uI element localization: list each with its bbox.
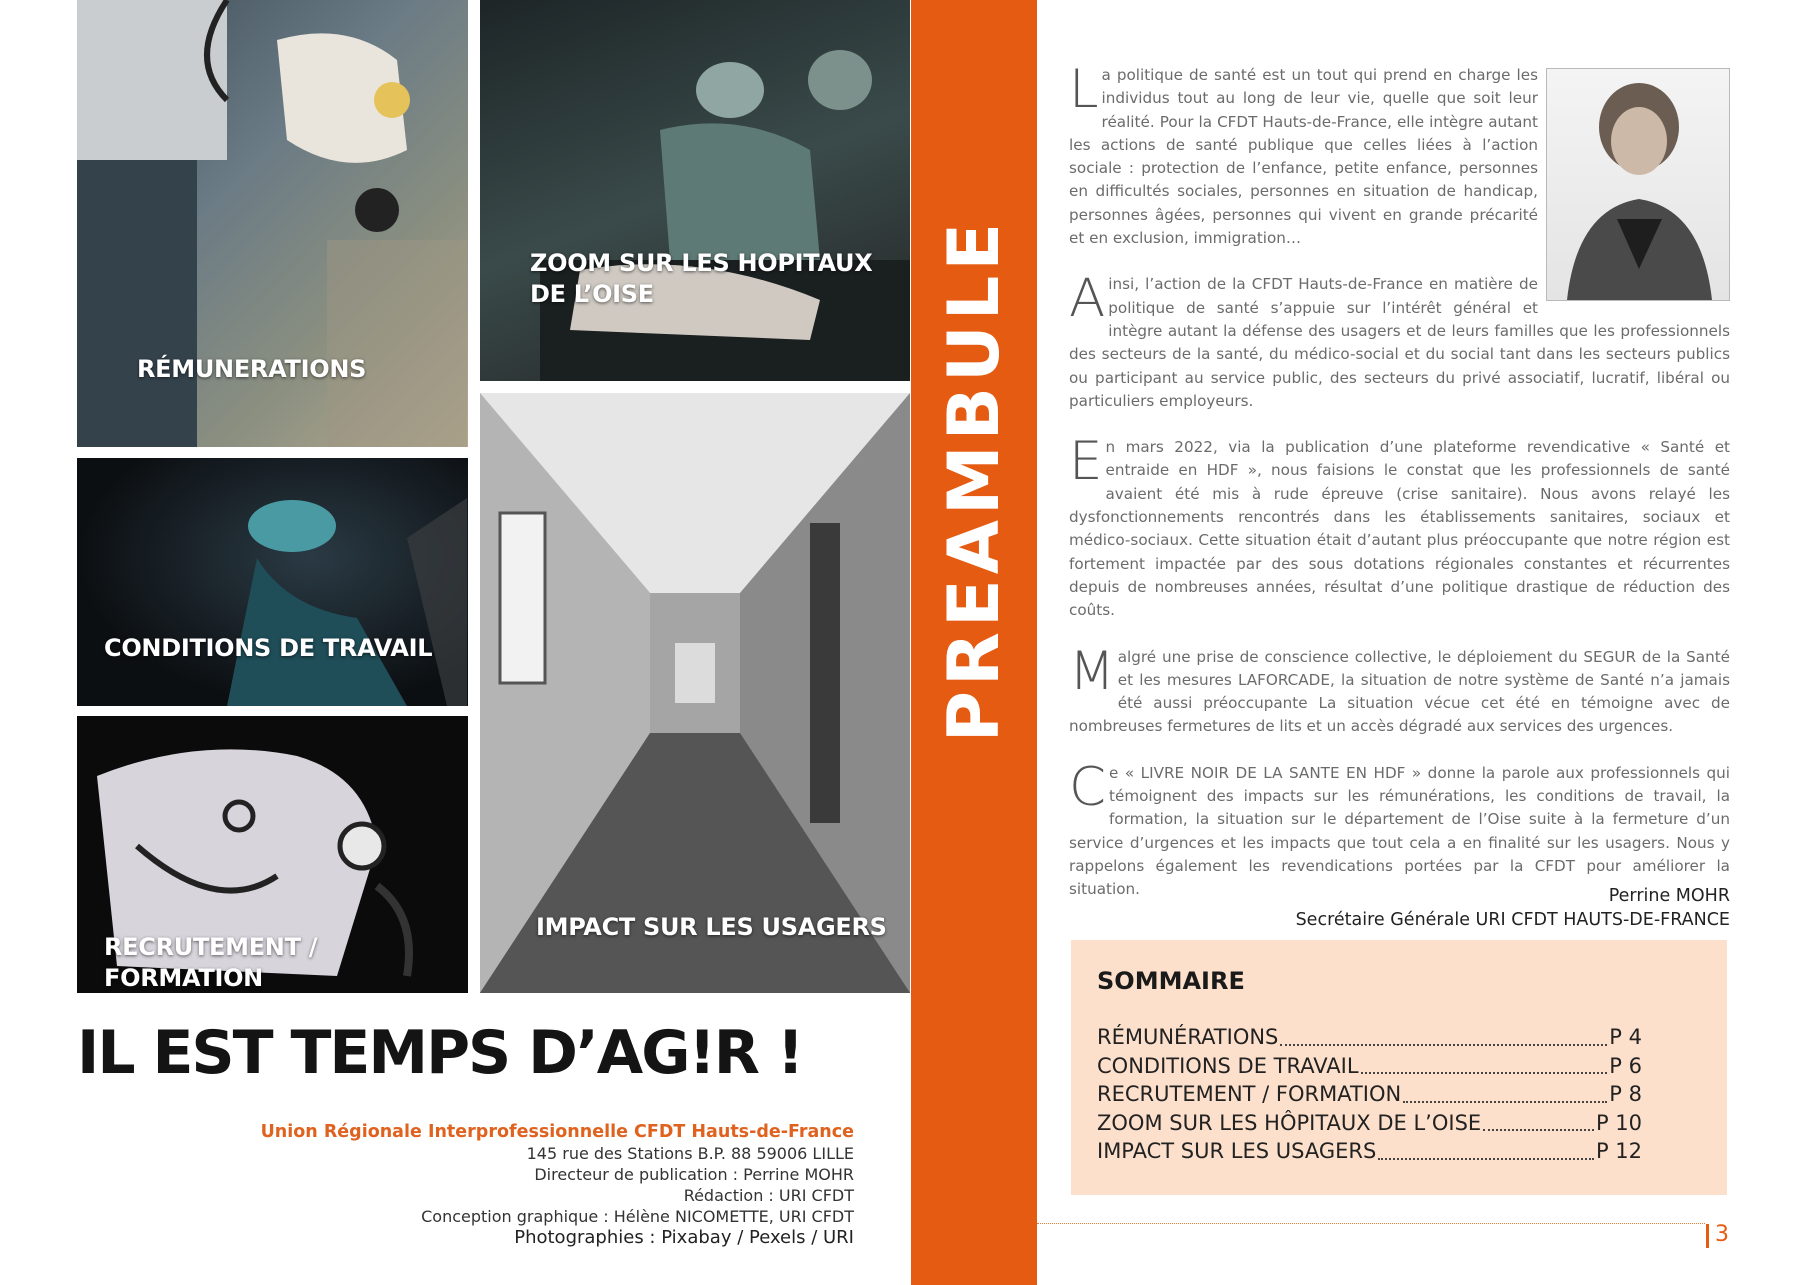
- summary-item-label: RECRUTEMENT / FORMATION: [1097, 1082, 1402, 1106]
- photo-conditions: [77, 458, 468, 706]
- summary-item-label: CONDITIONS DE TRAVAIL: [1097, 1053, 1359, 1078]
- photo-hopitaux: [480, 0, 910, 381]
- portrait-photo: [1546, 68, 1730, 301]
- publication-credits: [261, 1122, 854, 1248]
- summary-item[interactable]: [1097, 1023, 1642, 1052]
- summary-list: [1097, 1023, 1642, 1166]
- signature-name: Perrine MOHR: [1608, 886, 1730, 906]
- summary-item-page: P 4: [1609, 1025, 1642, 1049]
- page-marker: [1706, 1224, 1709, 1248]
- photo-recrutement: [77, 716, 468, 993]
- photo-remunerations: [77, 0, 468, 447]
- summary-box: [1071, 940, 1727, 1195]
- portrait-illustration: [1547, 69, 1729, 300]
- leader-dots: [1361, 1052, 1608, 1075]
- credits-design: Conception graphique : Hélène NICOMETTE, URI CFDT: [421, 1207, 854, 1226]
- leader-dots: [1280, 1023, 1607, 1046]
- summary-item[interactable]: [1097, 1080, 1642, 1109]
- summary-item-page: P 8: [1609, 1082, 1642, 1106]
- summary-item-page: P 6: [1609, 1053, 1642, 1078]
- summary-item-label: ZOOM SUR LES HÔPITAUX DE L’OISE: [1097, 1110, 1482, 1135]
- summary-item[interactable]: [1097, 1137, 1642, 1166]
- paragraph-2: Ainsi, l’action de la CFDT Hauts-de-France en matière de politique de santé s’appuie sur l’intérêt général et intègre autant la défense des usagers et de leurs familles que les professionnels des secteurs de la santé, du médico-social et du social tant dans les secteurs publics ou participant au service public, des secteurs du privé associatif, lucratif, libéral ou particuliers employeurs.: [1069, 268, 1730, 410]
- preambule-band: [911, 0, 1037, 1285]
- page-number: 3: [1715, 1222, 1729, 1247]
- summary-title: SOMMAIRE: [1097, 967, 1245, 995]
- photo-usagers: [480, 393, 910, 993]
- summary-item-label: RÉMUNÉRATIONS: [1097, 1025, 1279, 1049]
- paragraph-1: La politique de santé est un tout qui prend en charge les individus tout au long de leur vie, quelle que soit leur réalité. Pour la CFDT Hauts-de-France, elle intègre autant les actions de santé publique que celles liées à l’action sociale : protection de l’enfance, petite enfance, personnes en difficultés sociales, personnes en situation de handicap, personnes âgées, personnes qui vivent en grande précarité et en exclusion, immigration…: [1069, 59, 1538, 248]
- leader-dots: [1378, 1137, 1594, 1160]
- signature-role: Secrétaire Générale URI CFDT HAUTS-DE-FRANCE: [1295, 910, 1730, 930]
- leader-dots: [1403, 1080, 1607, 1103]
- headline: IL EST TEMPS D’AG!R !: [77, 1018, 803, 1088]
- tile-label-recrutement: RECRUTEMENT / FORMATION: [104, 933, 318, 992]
- summary-item[interactable]: [1097, 1052, 1642, 1081]
- summary-item-label: IMPACT SUR LES USAGERS: [1097, 1139, 1377, 1163]
- leader-dots: [1483, 1109, 1594, 1132]
- hallway-illustration: [480, 393, 910, 993]
- band-title: PREAMBULE: [933, 217, 1015, 743]
- credits-org: Union Régionale Interprofessionnelle CFDT Hauts-de-France: [260, 1122, 854, 1142]
- tile-label-remunerations: RÉMUNERATIONS: [137, 355, 367, 383]
- tile-label-usagers: IMPACT SUR LES USAGERS: [536, 913, 887, 941]
- signature: [1296, 884, 1730, 932]
- paragraph-4: Malgré une prise de conscience collective, le déploiement du SEGUR de la Santé et les mesures LAFORCADE, la situation de notre système de Santé n’a jamais été aussi préoccupante La situation vécue cet été en témoigne avec de nombreuses fermetures de lits et un accès dégradé aux services des urgences.: [1069, 640, 1730, 736]
- surgery-illustration: [480, 0, 910, 381]
- tile-label-hopitaux: ZOOM SUR LES HOPITAUX DE L’OISE: [530, 249, 873, 308]
- footer-rule: [1037, 1223, 1705, 1224]
- credits-redaction: Rédaction : URI CFDT: [683, 1186, 854, 1205]
- summary-item-page: P 12: [1595, 1139, 1642, 1163]
- tile-label-conditions: CONDITIONS DE TRAVAIL: [104, 634, 433, 662]
- credits-photos: Photographies : Pixabay / Pexels / URI: [514, 1227, 854, 1248]
- preambule-text: [1069, 59, 1730, 925]
- summary-item-page: P 10: [1595, 1110, 1642, 1135]
- nurse-illustration: [77, 458, 468, 706]
- paragraph-5: Ce « LIVRE NOIR DE LA SANTE EN HDF » donne la parole aux professionnels qui témoignent des impacts sur les rémunérations, les conditions de travail, la formation, la situation sur le département de l’Oise suite à la fermeture d’un service d’urgences et les impacts que tout cela a en finalité sur les usagers. Nous y rappelons également les revendications portées par la CFDT pour améliorer la situation.: [1069, 756, 1730, 899]
- credits-address: 145 rue des Stations B.P. 88 59006 LILLE: [526, 1144, 854, 1163]
- paragraph-3: En mars 2022, via la publication d’une plateforme revendicative « Santé et entraide en HDF », nous faisions le constat que les professionnels de santé avaient été mis à rude épreuve (crise sanitaire). Nous avons relayé les dysfonctionnements rencontrés dans les établissements sanitaires, sociaux et médico-sociaux. Cette situation était d’autant plus préoccupante que notre région est fortement impactée par des sous dotations régionales constantes et récurrentes depuis de nombreuses années, résultat d’une politique drastique de réduction des coûts.: [1069, 431, 1730, 620]
- summary-item[interactable]: [1097, 1109, 1642, 1138]
- credits-director: Directeur de publication : Perrine MOHR: [534, 1165, 854, 1184]
